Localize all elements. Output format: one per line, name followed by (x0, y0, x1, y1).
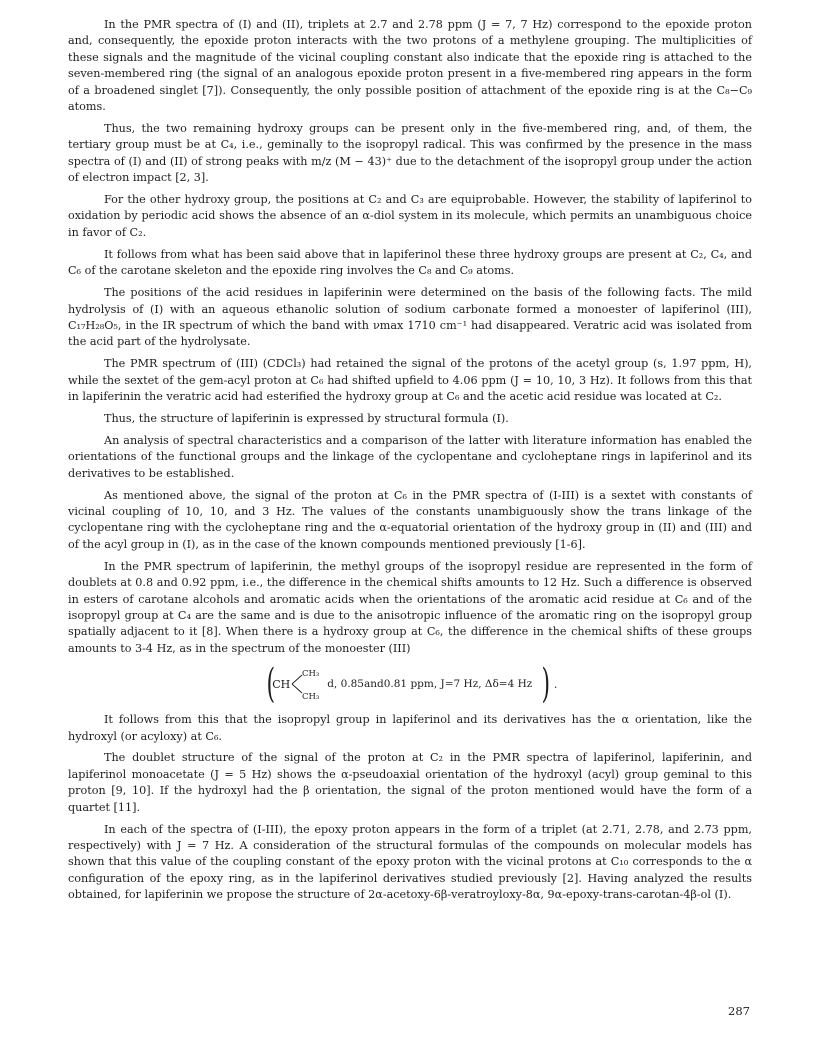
paragraph: As mentioned above, the signal of the proton at C₆ in the PMR spectra of (I-III) is a sextet with constants of vicinal coupling of 10, 10, and 3 Hz. The values of the constants unambiguously show the trans linkage of the cyclopentane ring with the cycloheptane ring and the α-equatorial orientation of the hydroxy group in (II) and (III) and of the acyl group in (I), as in the case of the known compounds mentioned previously [1-6]. (68, 488, 752, 551)
paragraph: Thus, the two remaining hydroxy groups can be present only in the five-membered ring, and, of them, the tertiary group must be at C₄, i.e., geminally to the isopropyl radical. This was confirmed by the presence in the mass spectra of (I) and (II) of strong peaks with m/z (M − 43)⁺ due to the detachment of the isopropyl group under the action of electron impact [2, 3]. (68, 121, 752, 185)
paragraph: In the PMR spectra of (I) and (II), triplets at 2.7 and 2.78 ppm (J = 7, 7 Hz) correspond to the epoxide proton and, consequently, the epoxide proton interacts with the two protons of a methylene grouping. The multiplicities of these signals and the magnitude of the vicinal coupling constant also indicate that the epoxide ring is attached to the seven-membered ring (the signal of an analogous epoxide proton present in a five-membered ring appears in the form of a broadened singlet [7]). Consequently, the only possible position of attachment of the epoxide ring is at the C₈−C₉ atoms. (68, 18, 752, 114)
paragraph: Thus, the structure of lapiferinin is expressed by structural formula (I). (104, 411, 509, 425)
article-body (68, 17, 752, 909)
isopropyl-formula (68, 659, 752, 709)
formula-open-paren: ( (266, 661, 275, 708)
paragraph: In the PMR spectrum of lapiferinin, the methyl groups of the isopropyl residue are represented in the form of doublets at 0.8 and 0.92 ppm, i.e., the difference in the chemical shifts amounts to 12 Hz. Such a difference is observed in esters of carotane alcohols and aromatic acids when the orientations of the aromatic acid residue at C₆ and of the isopropyl group at C₄ are the same and is due to the anisotropic influence of the aromatic ring on the isopropyl group spatially adjacent to it [8]. When there is a hydroxy group at C₆, the difference in the chemical shifts of these groups amounts to 3-4 Hz, as in the spectrum of the monoester (III) (68, 559, 752, 655)
paragraph: The PMR spectrum of (III) (CDCl₃) had retained the signal of the protons of the acetyl group (s, 1.97 ppm, H), while the sextet of the gem-acyl proton at C₆ had shifted upfield to 4.06 ppm (J = 10, 10, 3 Hz). It follows from this that in lapiferinin the veratric acid had esterified the hydroxy group at C₆ and the acetic acid residue was located at C₂. (68, 357, 752, 404)
formula-ch3-bottom: CH₃ (302, 692, 320, 702)
paragraph: It follows from this that the isopropyl group in lapiferinol and its derivatives has the α orientation, like the hydroxyl (or acyloxy) at C₆. (68, 713, 752, 743)
formula-ch3-top: CH₃ (302, 669, 320, 680)
paragraph: An analysis of spectral characteristics and a comparison of the latter with literature information has enabled the orientations of the functional groups and the linkage of the cyclopentane and cycloheptane rings in lapiferinol and its derivatives to be established. (68, 433, 752, 480)
paragraph: For the other hydroxy group, the positions at C₂ and C₃ are equiprobable. However, the stability of lapiferinol to oxidation by periodic acid shows the absence of an α-diol system in its molecule, which permits an unambiguous choice in favor of C₂. (68, 193, 752, 239)
formula-nmr-data: d, 0.85and0.81 ppm, J=7 Hz, Δδ=4 Hz (327, 678, 533, 691)
formula-close-paren: ) (541, 661, 551, 708)
formula-ch: CH (272, 677, 291, 691)
isopropyl-fragment (272, 667, 323, 701)
page-number: 287 (728, 1004, 750, 1018)
paragraph: In each of the spectra of (I-III), the epoxy proton appears in the form of a triplet (at 2.71, 2.78, and 2.73 ppm, respectively) with J = 7 Hz. A consideration of the structural formulas of the compounds on molecular models has shown that this value of the coupling constant of the epoxy proton with the vicinal protons at C₁₀ corresponds to the α configuration of the epoxy ring, as in the lapiferinol derivatives studied previously [2]. Having analyzed the results obtained, for lapiferinin we propose the structure of 2α-acetoxy-6β-veratroyloxy-8α, 9α-epoxy-trans-carotan-4β-ol (I). (68, 822, 752, 902)
formula-period: . (553, 677, 558, 691)
paragraph: The doublet structure of the signal of the proton at C₂ in the PMR spectra of lapiferinol, lapiferinin, and lapiferinol monoacetate (J = 5 Hz) shows the α-pseudoaxial orientation of the hydroxyl (acyl) group geminal to this proton [9, 10]. If the hydroxyl had the β orientation, the signal of the proton mentioned would have the form of a quartet [11]. (68, 751, 752, 814)
paragraph: The positions of the acid residues in lapiferinin were determined on the basis of the following facts. The mild hydrolysis of (I) with an aqueous ethanolic solution of sodium carbonate formed a monoester of lapiferinol (III), C₁₇H₂₈O₅, in the IR spectrum of which the band with νmax 1710 cm⁻¹ had disappeared. Veratric acid was isolated from the acid part of the hydrolysate. (68, 286, 752, 349)
paragraph: It follows from what has been said above that in lapiferinol these three hydroxy groups are present at C₂, C₄, and C₆ of the carotane skeleton and the epoxide ring involves the C₈ and C₉ atoms. (68, 247, 752, 278)
isopropyl-branch-diagram (291, 667, 323, 701)
